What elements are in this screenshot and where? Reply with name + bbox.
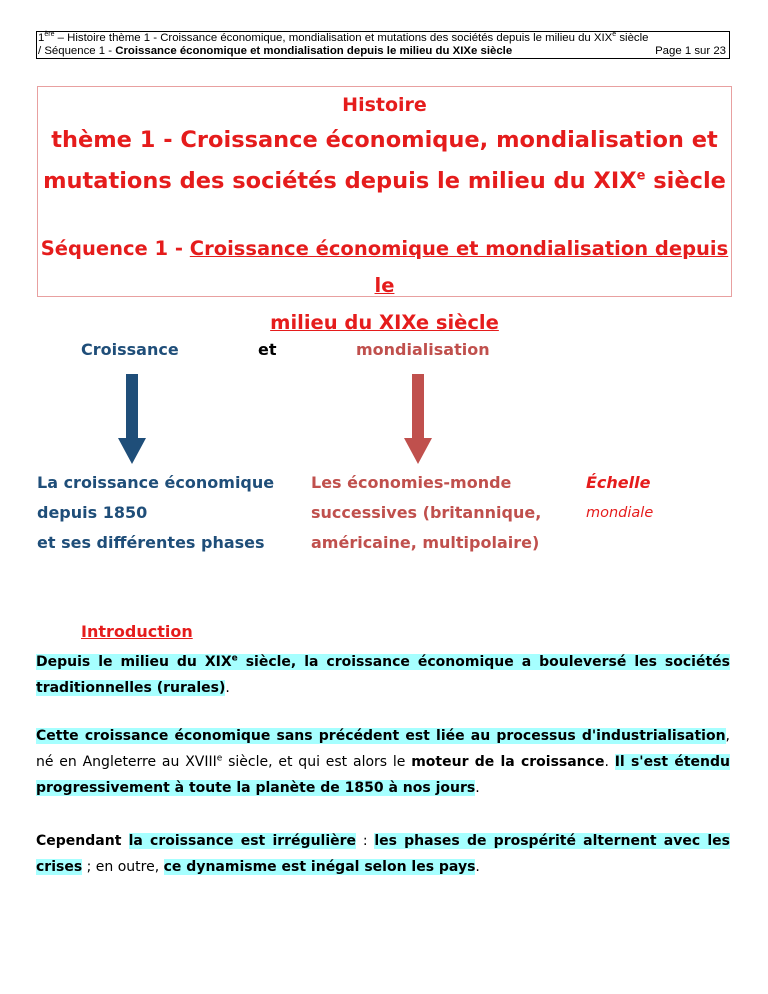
- theme-sup: e: [636, 168, 646, 184]
- down-arrow-icon: [118, 374, 146, 464]
- page-number: Page 1 sur 23: [655, 45, 726, 57]
- intro-paragraph-1: [36, 649, 730, 701]
- text-run: , né en Angleterre au XVIII: [36, 728, 730, 770]
- sequence-text: Croissance économique et mondialisation depuis le: [189, 237, 729, 297]
- text-run: .: [475, 780, 480, 796]
- growth-line: et ses différentes phases: [37, 533, 265, 552]
- running-header: [36, 31, 730, 59]
- text-run: .: [225, 680, 230, 696]
- text-run: .: [475, 859, 480, 875]
- title-box: [37, 86, 732, 334]
- theme-title: [38, 120, 731, 202]
- intro-paragraph-3: [36, 828, 730, 880]
- connector-label: et: [258, 340, 277, 359]
- sequence-prefix: Séquence 1 -: [40, 237, 190, 260]
- header-text: siècle: [616, 32, 649, 44]
- scale-column: [586, 468, 653, 528]
- intro-heading: Introduction: [81, 622, 193, 641]
- scale-value: mondiale: [586, 505, 654, 521]
- highlighted-text: [36, 654, 730, 696]
- highlighted-text: les phases de prospérité alternent avec les crises: [36, 833, 731, 875]
- subject-title: Histoire: [342, 94, 427, 116]
- globalization-line: successives (britannique,: [311, 503, 542, 522]
- theme-line-1: thème 1 - Croissance économique, mondialisation et: [51, 127, 718, 153]
- growth-line: depuis 1850: [37, 503, 148, 522]
- growth-line: La croissance économique: [37, 473, 275, 492]
- sequence-line-2: milieu du XIXe siècle: [270, 311, 499, 334]
- highlighted-text: Il s'est étendu progressivement à toute la planète de 1850 à nos jours: [36, 754, 730, 796]
- header-sup: e: [612, 31, 617, 39]
- globalization-line: Les économies-monde: [311, 473, 512, 492]
- text-run: ; en outre,: [82, 859, 164, 875]
- mondialisation-label: mondialisation: [356, 340, 490, 359]
- header-text: – Histoire thème 1 - Croissance économique, mondialisation et mutations des sociétés depuis le milieu du XIX: [54, 32, 613, 44]
- header-sup: ère: [44, 31, 55, 39]
- theme-text: siècle: [645, 168, 726, 194]
- theme-line-2: [38, 161, 731, 202]
- text-run: Depuis le milieu du XIX: [36, 654, 232, 670]
- header-sequence-title: Croissance économique et mondialisation depuis le milieu du XIXe siècle: [115, 45, 513, 57]
- intro-paragraph-2: [36, 723, 730, 801]
- scale-title: Échelle: [586, 473, 651, 492]
- highlighted-text: la croissance est irrégulière: [128, 833, 357, 849]
- croissance-label: Croissance: [81, 340, 179, 359]
- bold-text: moteur de la croissance: [411, 754, 605, 770]
- text-run: .: [604, 754, 615, 770]
- text-sup: e: [216, 753, 223, 764]
- growth-column: [37, 468, 274, 558]
- text-run: siècle, la croissance économique a bouleversé les sociétés traditionnelles (rurales): [36, 654, 730, 696]
- sequence-title: [38, 230, 731, 341]
- globalization-line: américaine, multipolaire): [311, 533, 540, 552]
- highlighted-text: ce dynamisme est inégal selon les pays: [163, 859, 476, 875]
- highlighted-text: Cette croissance économique sans précédent est liée au processus d'industrialisation: [36, 728, 726, 744]
- globalization-column: [311, 468, 541, 558]
- text-run: :: [356, 833, 375, 849]
- down-arrow-icon: [404, 374, 432, 464]
- header-line-1: [38, 32, 728, 45]
- text-sup: e: [231, 653, 238, 664]
- text-run: siècle, et qui est alors le: [222, 754, 412, 770]
- header-line-2: [38, 45, 728, 58]
- theme-text: mutations des sociétés depuis le milieu du XIX: [43, 168, 637, 194]
- header-text: 1: [38, 32, 45, 44]
- sequence-line-1: [38, 230, 731, 304]
- bold-text: Cependant: [36, 833, 129, 849]
- header-text: / Séquence 1 -: [38, 45, 116, 57]
